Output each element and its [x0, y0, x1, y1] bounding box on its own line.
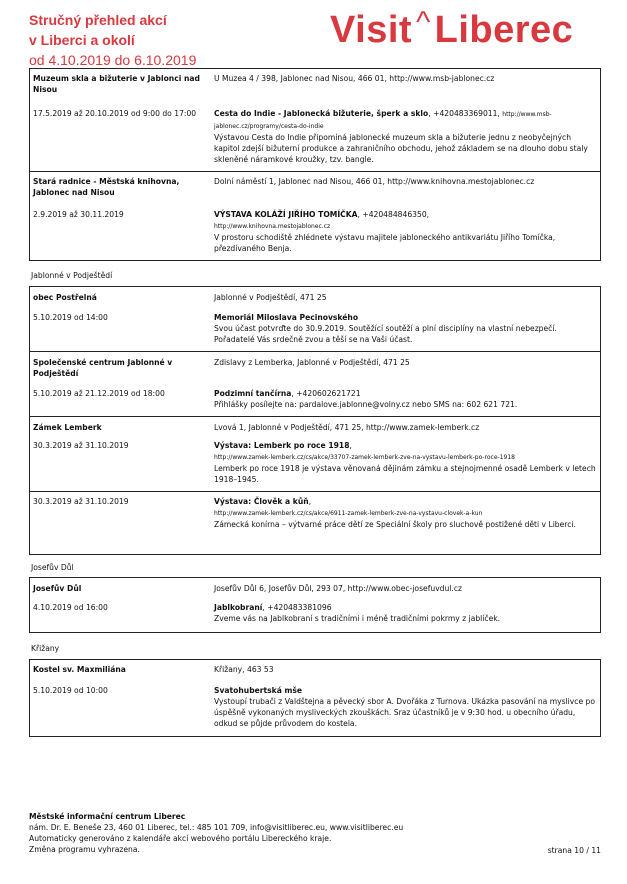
event-date: 2.9.2019 až 30.11.2019 [33, 210, 124, 219]
event-contact: , [349, 441, 352, 450]
page-footer [29, 811, 403, 855]
event-description: Výstavou Cesta do Indie připomíná jablonecké muzeum skla a bižuterie jednu z neobyčejných kapitol zdejší bižuterní produkce a zahraničního obchodu, jehož základem se na dlouho dobu staly skleněné náramkové kroužky, tzv. bangle. [214, 133, 588, 164]
event-venue: Zámek Lemberk [33, 423, 102, 432]
event-entry [30, 578, 600, 632]
event-title: Svatohubertská mše [214, 686, 303, 695]
event-venue: Společenské centrum Jablonné v Podještědí [33, 358, 173, 378]
logo-caret-icon: ^ [416, 6, 431, 39]
event-address: Zdislavy z Lemberka, Jablonné v Podještědí, 471 25 [214, 358, 410, 367]
event-address: Josefův Důl 6, Josefův Důl, 293 07, http://www.obec-josefuvdul.cz [214, 584, 463, 593]
event-date: 30.3.2019 až 31.10.2019 [33, 441, 129, 450]
event-description: Lemberk po roce 1918 je výstava věnovaná dějinám zámku a stejnojmenné osadě Lemberk v letech 1918–1945. [214, 464, 596, 484]
event-address: Křižany, 463 53 [214, 665, 274, 674]
event-entry [30, 491, 600, 554]
event-contact: , +420483369011, [428, 109, 503, 118]
section-heading: Josefův Důl [31, 563, 74, 572]
event-description: Zveme vás na Jablkobraní s tradičními i méně tradičními pokrmy z jablíček. [214, 614, 501, 623]
event-entry [30, 287, 600, 351]
event-contact: , +420483381096 [262, 603, 332, 612]
footer-org: Městské informační centrum Liberec [29, 812, 186, 821]
event-address: Jablonné v Podještědí, 471 25 [214, 293, 327, 302]
section-heading: Jablonné v Podještědí [31, 271, 113, 280]
event-venue: Josefův Důl [33, 584, 82, 593]
visit-liberec-logo [330, 6, 574, 53]
event-date: 17.5.2019 až 20.10.2019 od 9:00 do 17:00 [33, 109, 197, 118]
event-description: Svou účast potvrďte do 30.9.2019. Soutěžící soutěží a plní disciplíny na vlastní nebezpečí. Pořadatelé Vás srdečně zvou a těší se na Vaši účast. [214, 324, 557, 344]
event-contact: , +420484846350, [357, 210, 430, 219]
event-url[interactable]: http://www.zamek-lemberk.cz/cs/akce/33707-zamek-lemberk-zve-na-vystavu-lemberk-po-roce-1918 [214, 454, 515, 461]
event-entry [30, 69, 600, 171]
header-title-line1: Stručný přehled akcí [29, 12, 167, 28]
event-address: Dolní náměstí 1, Jablonec nad Nisou, 466 01, http://www.knihovna.mestojablonec.cz [214, 177, 535, 186]
event-details [214, 209, 596, 254]
event-date: 30.3.2019 až 31.10.2019 [33, 497, 129, 506]
logo-word-visit: Visit [330, 9, 413, 51]
event-details [214, 388, 596, 410]
event-date: 4.10.2019 od 16:00 [33, 603, 108, 612]
event-url[interactable]: http://www.zamek-lemberk.cz/cs/akce/6911-zamek-lemberk-zve-na-vystavu-clovek-a-kun [214, 510, 483, 517]
event-date: 5.10.2019 od 10:00 [33, 686, 108, 695]
event-entry [30, 351, 600, 416]
event-description: Vystoupí trubači z Valdštejna a pěvecký sbor A. Dvořáka z Turnova. Ukázka pasování na myslivce po úspěšně vykonaných mysliveckých zkouškách. Sraz účastníků je v 9:30 hod. u obecního úřadu, odkud se půjde průvodem do kostela. [214, 697, 596, 728]
event-address: U Muzea 4 / 398, Jablonec nad Nisou, 466 01, http://www.msb-jablonec.cz [214, 74, 495, 83]
event-venue: Kostel sv. Maxmiliána [33, 665, 126, 674]
event-details [214, 108, 596, 165]
event-title: VÝSTAVA KOLÁŽÍ JIŘÍHO TOMÍČKA [214, 210, 358, 219]
header-date-range: od 4.10.2019 do 6.10.2019 [29, 52, 197, 68]
event-address: Lvová 1, Jablonné v Podještědí, 471 25, http://www.zamek-lemberk.cz [214, 423, 480, 432]
footer-note-change: Změna programu vyhrazena. [29, 845, 140, 854]
event-url[interactable]: http://www.knihovna.mestojablonec.cz [214, 223, 331, 230]
event-details [214, 312, 596, 345]
event-venue: obec Postřelná [33, 293, 97, 302]
event-details [214, 496, 596, 530]
page-header [29, 10, 196, 70]
event-details [214, 440, 596, 485]
event-title: Podzimní tančírna [214, 389, 292, 398]
event-entry [30, 416, 600, 491]
events-box-josefuv-dul [29, 577, 601, 633]
event-details [214, 602, 596, 624]
event-details [214, 685, 596, 729]
events-box-jablonec [29, 68, 601, 261]
header-title-line2: v Liberci a okolí [29, 32, 135, 48]
event-contact: , [308, 497, 312, 506]
event-title: Výstava: Lemberk po roce 1918 [214, 441, 350, 450]
event-title: Cesta do Indie - Jablonecká bižuterie, šperk a sklo [214, 109, 429, 118]
event-date: 5.10.2019 až 21.12.2019 od 18:00 [33, 389, 165, 398]
event-entry [30, 171, 600, 260]
page-number: strana 10 / 11 [547, 846, 601, 855]
event-entry [30, 660, 600, 736]
section-heading: Křižany [31, 644, 60, 653]
logo-word-liberec: Liberec [434, 9, 574, 51]
event-description: Zámecká konírna – výtvarné práce dětí ze Speciální školy pro sluchově postižené děti v Liberci. [214, 520, 576, 529]
footer-address: nám. Dr. E. Beneše 23, 460 01 Liberec, tel.: 485 101 709, info@visitliberec.eu, www.visitliberec.eu [29, 823, 404, 832]
event-url[interactable]: http://www.msb-jablonec.cz/programy/cesta-do-indie [214, 111, 552, 130]
event-title: Memoriál Miloslava Pecinovského [214, 313, 359, 322]
events-box-jablonne [29, 286, 601, 555]
event-date: 5.10.2019 od 14:00 [33, 313, 108, 322]
event-title: Jablkobraní [214, 603, 263, 612]
event-venue: Muzeum skla a bižuterie v Jablonci nad Nisou [33, 74, 200, 94]
event-venue: Stará radnice - Městská knihovna, Jablonec nad Nisou [33, 177, 180, 197]
events-box-krizany [29, 659, 601, 737]
event-description: Přihlášky posílejte na: pardalove.jablonne@volny.cz nebo SMS na: 602 621 721. [214, 400, 518, 409]
footer-note-auto: Automaticky generováno z kalendáře akcí webového portálu Libereckého kraje. [29, 834, 332, 843]
event-contact: , +420602621721 [291, 389, 361, 398]
event-title: Výstava: Člověk a kůň [214, 497, 309, 506]
event-description: V prostoru schodiště zhlédnete výstavu majitele jabloneckého antikvariátu Jiřího Tomíčka, přezdívaného Benja. [214, 233, 556, 253]
